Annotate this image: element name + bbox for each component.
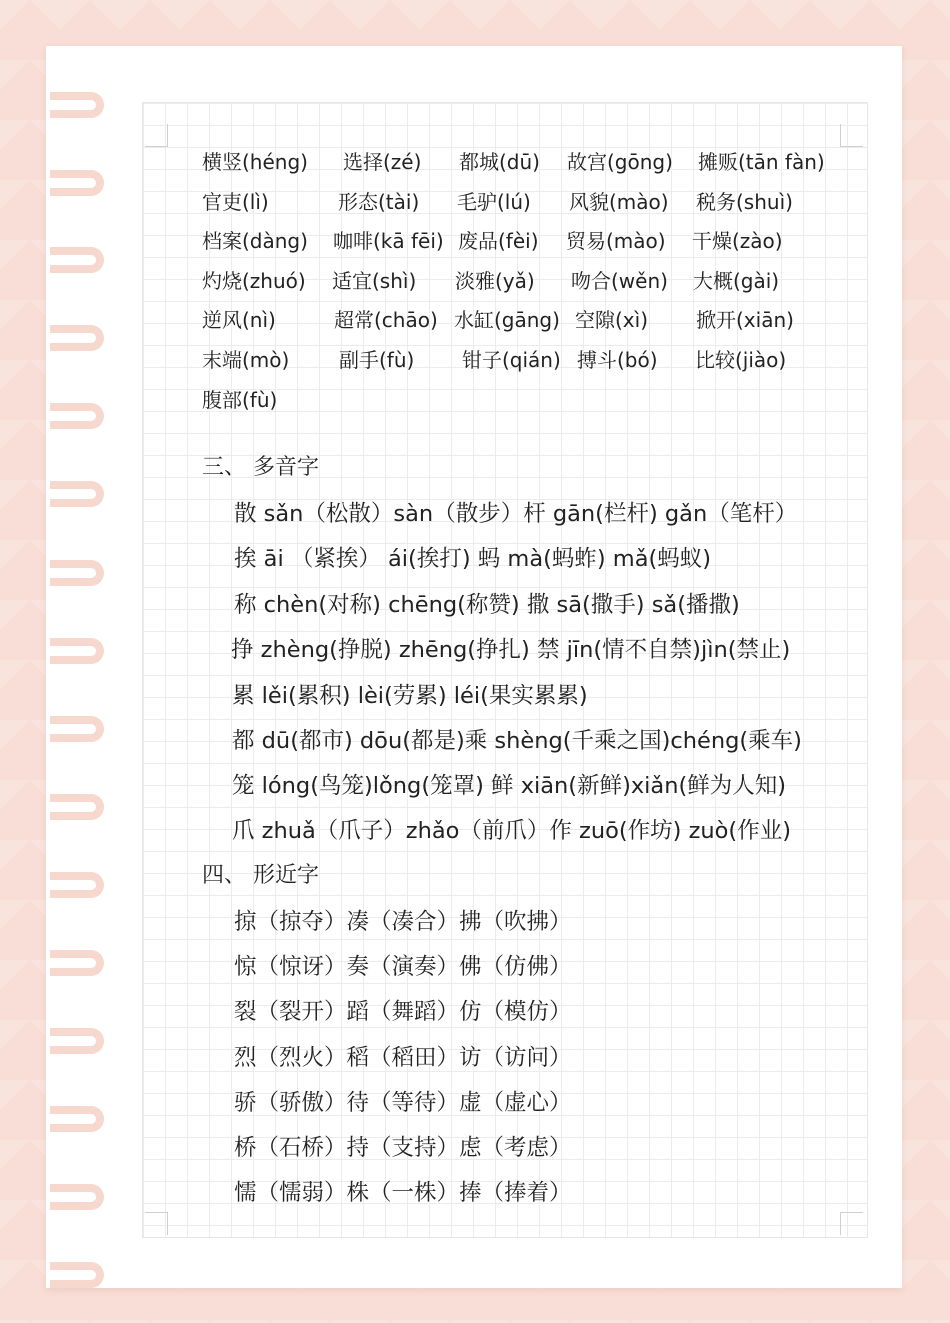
vocab-item: 贸易(mào) [566, 229, 666, 253]
similar-char-line: 惊（惊讶）奏（演奏）佛（仿佛） [234, 954, 572, 980]
section-heading: 三、 多音字 [202, 455, 319, 480]
corner-mark-bottom-right [840, 1212, 863, 1235]
similar-char-line: 懦（懦弱）株（一株）捧（捧着） [234, 1180, 572, 1206]
binding-ring [50, 481, 104, 507]
vocab-item: 干燥(zào) [692, 229, 783, 253]
binding-ring [50, 403, 104, 429]
vocab-item: 摊贩(tān fàn) [698, 150, 825, 174]
polyphonic-line: 散 sǎn（松散）sàn（散步）杆 gān(栏杆) gǎn（笔杆） [234, 501, 798, 527]
vocab-item: 形态(tài) [338, 190, 420, 214]
polyphonic-line: 累 lěi(累积) lèi(劳累) léi(果实累累) [232, 683, 588, 709]
vocab-item: 末端(mò) [202, 348, 290, 372]
binding-ring [50, 170, 104, 196]
polyphonic-line: 笼 lóng(鸟笼)lǒng(笼罩) 鲜 xiān(新鲜)xiǎn(鲜为人知) [232, 773, 787, 799]
binding-ring [50, 638, 104, 664]
binding-ring [50, 247, 104, 273]
vocab-item: 故宫(gōng) [567, 150, 673, 174]
vocab-item: 咖啡(kā fēi) [333, 229, 444, 253]
binding-ring [50, 950, 104, 976]
vocab-item: 掀开(xiān) [696, 308, 794, 332]
polyphonic-line: 都 dū(都市) dōu(都是)乘 shèng(千乘之国)chéng(乘车) [232, 728, 802, 754]
vocab-item: 适宜(shì) [332, 269, 417, 293]
vocab-item: 废品(fèi) [458, 229, 539, 253]
similar-char-line: 裂（裂开）蹈（舞蹈）仿（模仿） [234, 999, 572, 1025]
binding-ring [50, 794, 104, 820]
binding-ring [50, 716, 104, 742]
corner-mark-top-right [840, 124, 863, 147]
polyphonic-line: 称 chèn(对称) chēng(称赞) 撒 sā(撒手) sǎ(播撒) [234, 592, 740, 618]
binding-ring [50, 92, 104, 118]
vocab-item: 空隙(xì) [575, 308, 648, 332]
vocab-item: 官吏(lì) [202, 190, 269, 214]
vocab-item: 吻合(wěn) [571, 269, 668, 293]
vocab-item: 搏斗(bó) [577, 348, 658, 372]
vocab-item: 都城(dū) [459, 150, 540, 174]
vocab-item: 逆风(nì) [202, 308, 276, 332]
binding-ring [50, 1106, 104, 1132]
vocab-item: 毛驴(lú) [457, 190, 531, 214]
similar-char-line: 骄（骄傲）待（等待）虚（虚心） [234, 1090, 572, 1116]
binding-ring [50, 1028, 104, 1054]
vocab-item: 大概(gài) [693, 269, 780, 293]
vocab-item: 选择(zé) [343, 150, 422, 174]
polyphonic-line: 挣 zhèng(挣脱) zhēng(挣扎) 禁 jīn(情不自禁)jìn(禁止) [231, 637, 791, 663]
corner-mark-top-left [145, 124, 168, 147]
vocab-item: 淡雅(yǎ) [455, 269, 535, 293]
similar-char-line: 掠（掠夺）凑（凑合）拂（吹拂） [234, 909, 572, 935]
vocab-item: 水缸(gāng) [454, 308, 560, 332]
polyphonic-line: 挨 āi （紧挨） ái(挨打) 蚂 mà(蚂蚱) mǎ(蚂蚁) [234, 546, 712, 572]
binding-ring [50, 1262, 104, 1288]
section-heading: 四、 形近字 [202, 863, 319, 888]
vocab-item: 灼烧(zhuó) [202, 269, 306, 293]
corner-mark-bottom-left [145, 1212, 168, 1235]
vocab-item: 横竖(héng) [202, 150, 308, 174]
vocab-item: 档案(dàng) [202, 229, 308, 253]
binding-ring [50, 1184, 104, 1210]
binding-ring [50, 872, 104, 898]
binding-ring [50, 560, 104, 586]
vocab-item: 腹部(fù) [202, 388, 278, 412]
vocab-item: 副手(fù) [339, 348, 415, 372]
vocab-item: 超常(chāo) [334, 308, 438, 332]
vocab-item: 比较(jiào) [695, 348, 787, 372]
similar-char-line: 桥（石桥）持（支持）虑（考虑） [234, 1135, 572, 1161]
vocab-item: 税务(shuì) [696, 190, 793, 214]
vocab-item: 钳子(qián) [462, 348, 561, 372]
similar-char-line: 烈（烈火）稻（稻田）访（访问） [234, 1045, 572, 1071]
vocab-item: 风貌(mào) [569, 190, 669, 214]
polyphonic-line: 爪 zhuǎ（爪子）zhǎo（前爪）作 zuō(作坊) zuò(作业) [232, 818, 791, 844]
binding-ring [50, 325, 104, 351]
